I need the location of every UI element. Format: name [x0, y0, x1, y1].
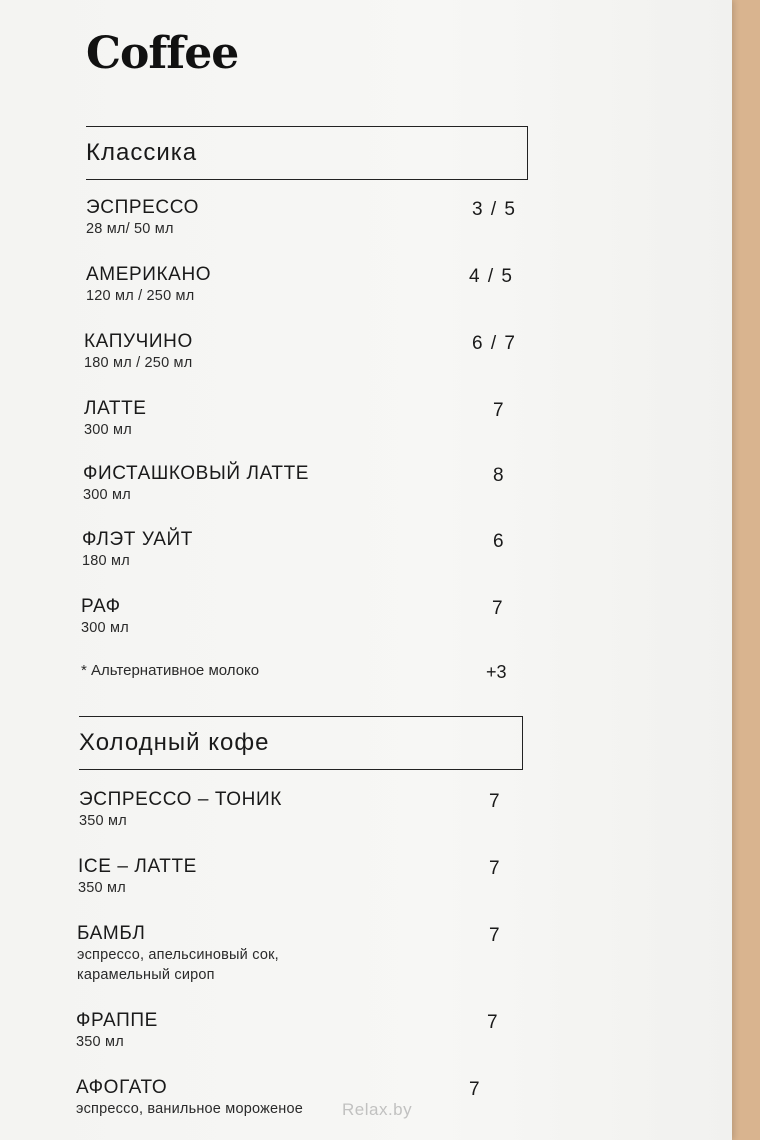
menu-item-pistachio-latte [83, 463, 543, 505]
item-name: КАПУЧИНО [84, 331, 193, 352]
item-desc: 28 мл/ 50 мл [86, 221, 174, 237]
item-name: ICE – ЛАТТЕ [78, 856, 197, 877]
item-name: ФИСТАШКОВЫЙ ЛАТТЕ [83, 463, 310, 484]
menu-item-americano [86, 264, 546, 306]
item-desc: 180 мл / 250 мл [84, 355, 193, 371]
item-desc: 300 мл [83, 487, 131, 503]
item-price: 7 [489, 791, 502, 812]
item-price: 8 [493, 465, 506, 486]
item-name: ФЛЭТ УАЙТ [82, 529, 193, 550]
item-name: ФРАППЕ [76, 1010, 158, 1031]
item-price: 3 / 5 [472, 199, 517, 220]
item-price: 7 [487, 1012, 500, 1033]
item-name: ЭСПРЕССО – ТОНИК [79, 789, 282, 810]
menu-item-espresso [86, 197, 546, 239]
menu-item-affogato [76, 1077, 536, 1119]
menu-item-raf [81, 596, 541, 638]
item-desc: 120 мл / 250 мл [86, 288, 195, 304]
item-price: 7 [489, 858, 502, 879]
item-desc: 300 мл [84, 422, 132, 438]
item-price: 7 [493, 400, 506, 421]
item-name: РАФ [81, 596, 121, 617]
item-desc: эспрессо, апельсиновый сок, [77, 947, 279, 963]
menu-item-bumble [77, 923, 537, 985]
menu-item-flat-white [82, 529, 542, 571]
menu-item-frappe [76, 1010, 536, 1052]
item-desc: эспрессо, ванильное мороженое [76, 1101, 304, 1117]
item-price: 7 [489, 925, 502, 946]
item-desc: 350 мл [79, 813, 127, 829]
menu-item-latte [84, 398, 544, 440]
page-title: Coffee [86, 28, 239, 79]
item-price: 7 [469, 1079, 482, 1100]
section-label: Классика [86, 139, 198, 166]
item-desc: 350 мл [78, 880, 126, 896]
section-header-classic [86, 126, 528, 180]
item-name: ЭСПРЕССО [86, 197, 199, 218]
item-name: ЛАТТЕ [84, 398, 147, 419]
section-label: Холодный кофе [79, 729, 270, 756]
item-name: АФОГАТО [76, 1077, 168, 1098]
item-name: АМЕРИКАНО [86, 264, 212, 285]
menu-item-espresso-tonic [79, 789, 539, 831]
item-desc: 180 мл [82, 553, 130, 569]
item-desc: 300 мл [81, 620, 129, 636]
alt-milk-price: +3 [486, 662, 507, 682]
item-price: 6 / 7 [472, 333, 517, 354]
alt-milk-note: * Альтернативное молоко [81, 662, 260, 679]
section-header-cold-coffee [79, 716, 523, 770]
menu-item-cappuccino [84, 331, 544, 373]
menu-item-ice-latte [78, 856, 538, 898]
item-price: 6 [493, 531, 506, 552]
item-desc-line2: карамельный сироп [77, 967, 215, 983]
item-price: 7 [492, 598, 505, 619]
item-name: БАМБЛ [77, 923, 146, 944]
watermark: Relax.by [342, 1100, 413, 1119]
item-desc: 350 мл [76, 1034, 124, 1050]
item-price: 4 / 5 [469, 266, 514, 287]
